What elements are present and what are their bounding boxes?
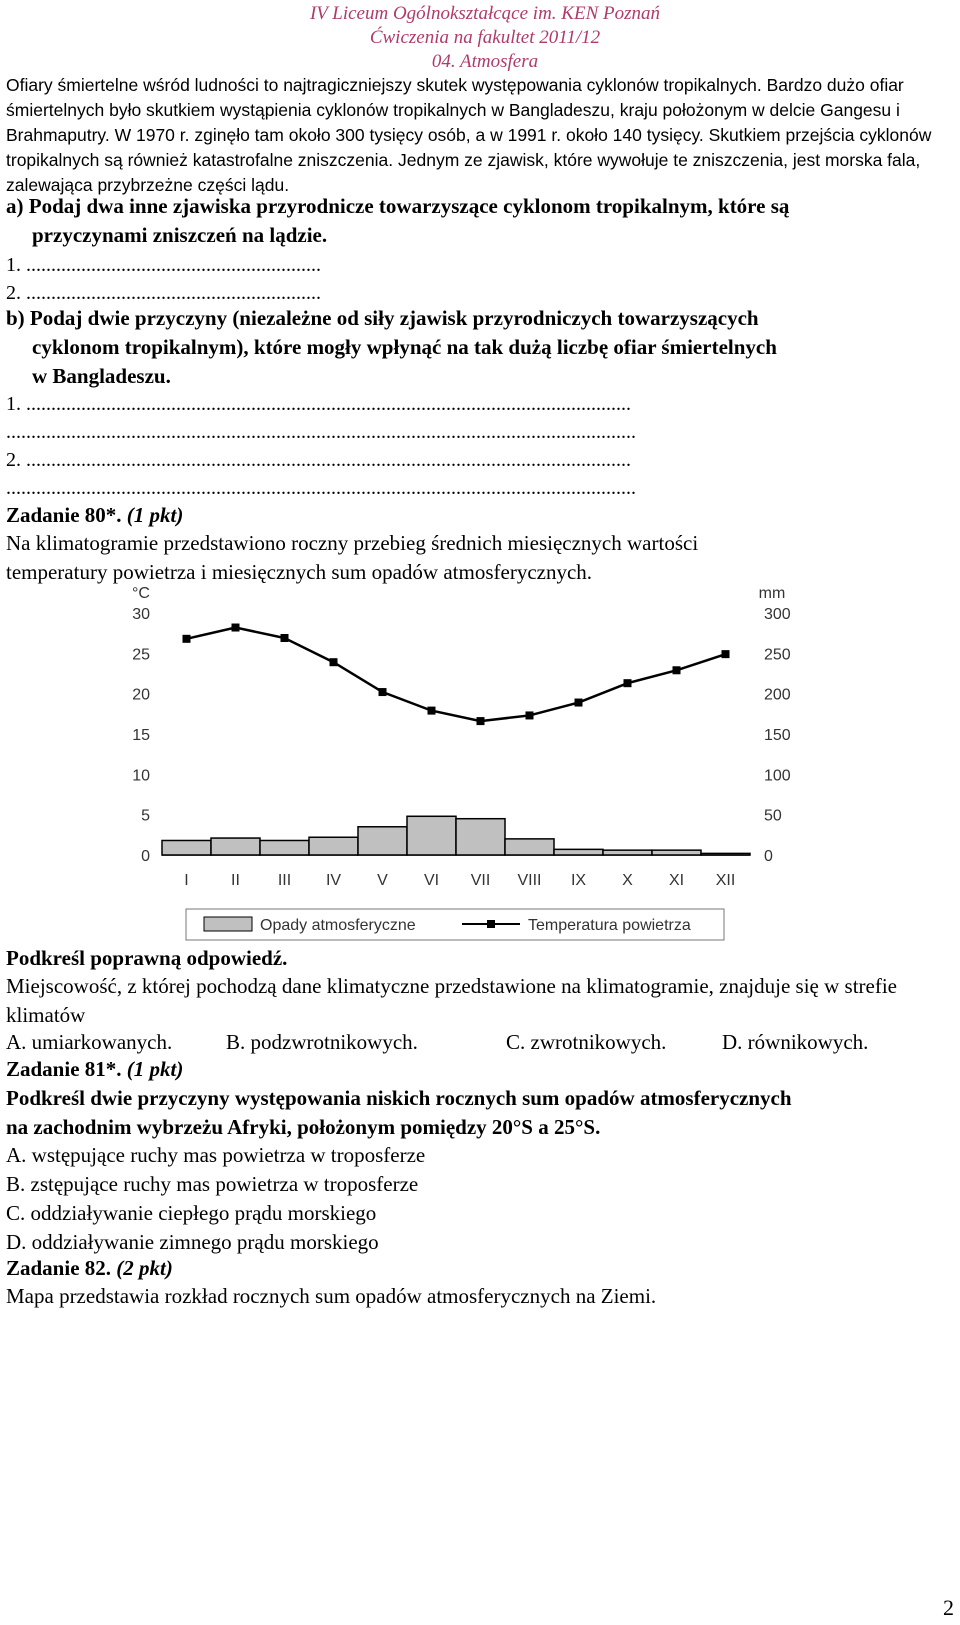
page-number: 2	[943, 1595, 954, 1620]
z81-question	[6, 1084, 956, 1142]
precipitation-bar	[701, 853, 750, 855]
chart-legend	[186, 909, 724, 940]
z80-question	[6, 972, 956, 1030]
precipitation-bar	[309, 837, 358, 855]
month-label: X	[622, 872, 633, 889]
temperature-line	[187, 628, 726, 722]
temperature-point	[624, 679, 632, 687]
legend-temperature-label: Temperatura powietrza	[528, 917, 691, 934]
header-course: Ćwiczenia na fakultet 2011/12	[369, 27, 601, 48]
header-school: IV Liceum Ogólnokształcące im. KEN Poznań	[309, 3, 660, 24]
z80-option-b[interactable]: B. podzwrotnikowych.	[226, 1030, 418, 1054]
precipitation-bar	[211, 838, 260, 855]
temperature-point	[575, 699, 583, 707]
temperature-point	[379, 688, 387, 696]
precipitation-bar	[162, 840, 211, 855]
right-axis-tick-label: 300	[764, 606, 791, 623]
task-b-line1: b) Podaj dwie przyczyny (niezależne od siły zjawisk przyrodniczych towarzyszących	[6, 306, 759, 330]
z81-points: (1 pkt)	[126, 1057, 184, 1081]
z81-title: Zadanie 81*.	[6, 1057, 122, 1081]
temperature-point	[281, 634, 289, 642]
z80-options	[6, 1028, 956, 1057]
task-b-answer-2-cont[interactable]: ..............................................................................................................................	[6, 477, 636, 499]
z80-text-line1: Na klimatogramie przedstawiono roczny przebieg średnich miesięcznych wartości	[6, 531, 699, 555]
left-axis-tick-label: 30	[132, 606, 150, 623]
right-axis-tick-label: 250	[764, 646, 791, 664]
month-label: I	[184, 872, 189, 889]
task-b-answer-2[interactable]: 2. .........................................................................................................................	[6, 449, 631, 471]
temperature-point	[722, 650, 730, 658]
z80-points: (1 pkt)	[126, 503, 184, 527]
z80-title: Zadanie 80*.	[6, 503, 122, 527]
chart-bars	[162, 816, 750, 855]
month-label: VI	[423, 872, 440, 889]
precipitation-bar	[505, 839, 554, 855]
z80-text-line2: temperatury powietrza i miesięcznych sum opadów atmosferycznych.	[6, 560, 593, 584]
task-a-line2: przyczynami zniszczeń na lądzie.	[32, 223, 328, 247]
left-axis-tick-label: 5	[141, 807, 150, 825]
temperature-point	[526, 711, 534, 719]
right-axis-tick-label: 100	[764, 767, 791, 785]
temperature-point	[477, 717, 485, 725]
z80-option-a[interactable]: A. umiarkowanych.	[6, 1030, 173, 1054]
z82-text: Mapa przedstawia rozkład rocznych sum opadów atmosferycznych na Ziemi.	[6, 1284, 657, 1308]
legend-bar-swatch	[204, 917, 252, 931]
task-b-question	[6, 304, 956, 391]
temperature-point	[428, 707, 436, 715]
temperature-point	[330, 658, 338, 666]
z82-title: Zadanie 82.	[6, 1256, 112, 1280]
precipitation-bar	[603, 850, 652, 855]
precipitation-bar	[554, 849, 603, 855]
z81-option-b[interactable]: B. zstępujące ruchy mas powietrza w troposferze	[6, 1172, 419, 1196]
right-axis-tick-label: 0	[764, 848, 773, 865]
task-b-line2: cyklonom tropikalnym), które mogły wpłynąć na tak dużą liczbę ofiar śmiertelnych	[32, 335, 777, 359]
precipitation-bar	[456, 819, 505, 855]
left-axis-tick-label: 10	[132, 767, 150, 785]
task-a-question	[6, 192, 956, 250]
task-a-answer-1[interactable]: 1. ...........................................................	[6, 254, 321, 276]
z80-heading	[6, 501, 956, 530]
z80-instruction-text: Podkreśl poprawną odpowiedź.	[6, 946, 288, 970]
z81-heading	[6, 1055, 956, 1084]
z81-option-d[interactable]: D. oddziaływanie zimnego prądu morskiego	[6, 1230, 379, 1254]
left-axis-tick-label: 20	[132, 686, 150, 704]
left-axis-tick-label: 0	[141, 848, 150, 865]
z80-question-text: Miejscowość, z której pochodzą dane klimatyczne przedstawione na klimatogramie, znajduje się w strefie klimatów	[6, 974, 898, 1027]
left-axis-tick-label: 25	[132, 646, 150, 664]
month-label: XII	[715, 872, 736, 889]
left-axis-tick-label: 15	[132, 727, 150, 744]
right-axis-tick-label: 200	[764, 686, 791, 704]
task-b-answer-1-cont[interactable]: ..............................................................................................................................	[6, 421, 636, 443]
right-axis-tick-label: 50	[764, 807, 782, 825]
legend-line-marker	[487, 920, 495, 928]
intro-text: Ofiary śmiertelne wśród ludności to najtragiczniejszy skutek występowania cyklonów tropikalnych. Bardzo dużo ofiar śmiertelnych było skutkiem wystąpienia cyklonów tropikalnych w Bangladeszu, kraju położonym w delcie Gangesu i Brahmaputry. W 1970 r. zginęło tam około 300 tysięcy osób, a w 1991 r. około 140 tysięcy. Skutkiem przejścia cyklonów tropikalnych są również katastrofalne zniszczenia. Jednym ze zjawisk, które wywołuje te zniszczenia, jest morska fala, zalewająca przybrzeżne części lądu.	[6, 75, 932, 195]
task-b-answer-1[interactable]: 1. .........................................................................................................................	[6, 393, 631, 415]
month-label: III	[277, 872, 292, 889]
z81-q-line2: na zachodnim wybrzeżu Afryki, położonym pomiędzy 20°S a 25°S.	[6, 1115, 601, 1139]
task-b-line3: w Bangladeszu.	[32, 364, 171, 388]
z81-option-a[interactable]: A. wstępujące ruchy mas powietrza w troposferze	[6, 1143, 426, 1167]
z80-instruction	[6, 944, 956, 973]
z81-option-c[interactable]: C. oddziaływanie ciepłego prądu morskiego	[6, 1201, 377, 1225]
temperature-point	[673, 666, 681, 674]
month-label: XI	[668, 872, 685, 889]
month-label: IV	[325, 872, 342, 889]
z80-description	[6, 529, 956, 587]
header-topic: 04. Atmosfera	[431, 51, 539, 72]
temperature-point	[183, 635, 191, 643]
z80-option-d[interactable]: D. równikowych.	[722, 1030, 869, 1054]
month-label: V	[377, 872, 388, 889]
precipitation-bar	[407, 816, 456, 855]
z81-q-line1: Podkreśl dwie przyczyny występowania niskich rocznych sum opadów atmosferycznych	[6, 1086, 792, 1110]
precipitation-bar	[260, 840, 309, 855]
month-label: VIII	[517, 872, 542, 889]
chart-temperature-line	[183, 624, 730, 726]
legend-precipitation-label: Opady atmosferyczne	[260, 917, 416, 934]
z81-options	[6, 1141, 956, 1257]
z82-heading	[6, 1254, 956, 1283]
page-header	[310, 2, 660, 74]
task-a-answer-2[interactable]: 2. ...........................................................	[6, 282, 321, 304]
z82-points: (2 pkt)	[116, 1256, 173, 1280]
right-axis-unit: mm	[758, 585, 786, 602]
right-axis-tick-label: 150	[764, 727, 791, 744]
temperature-point	[232, 624, 240, 632]
precipitation-bar	[652, 850, 701, 855]
intro-paragraph	[6, 73, 956, 198]
precipitation-bar	[358, 827, 407, 855]
month-label: II	[231, 872, 240, 889]
month-label: IX	[570, 872, 587, 889]
left-axis-unit: °C	[132, 585, 150, 602]
z80-option-c[interactable]: C. zwrotnikowych.	[506, 1030, 667, 1054]
month-label: VII	[470, 872, 491, 889]
task-a-line1: a) Podaj dwa inne zjawiska przyrodnicze towarzyszące cyklonom tropikalnym, które są	[6, 194, 790, 218]
climatogram-chart	[110, 585, 810, 944]
